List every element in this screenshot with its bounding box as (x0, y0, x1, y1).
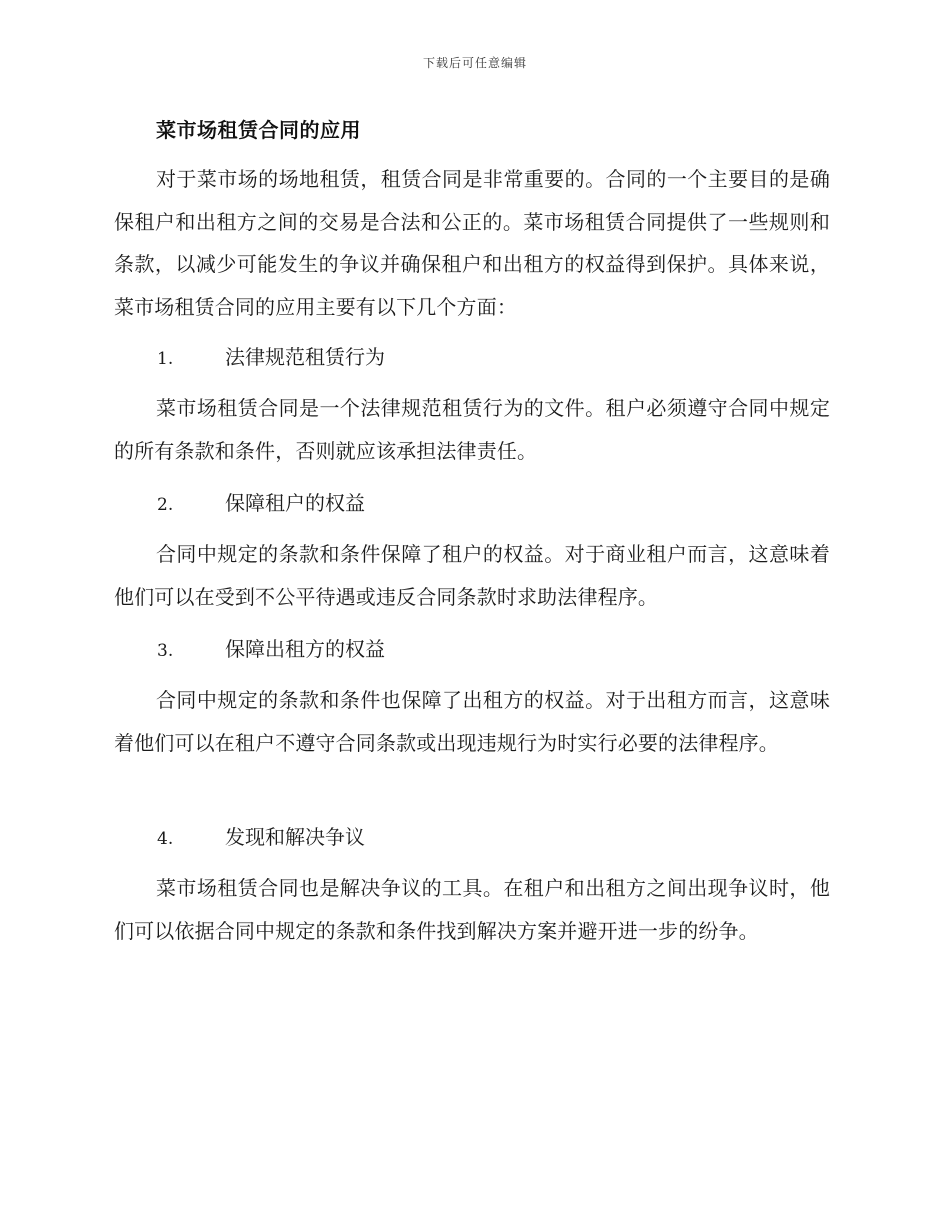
section-heading-3 (157, 634, 385, 666)
page-header: 下载后可任意编辑 (422, 56, 527, 70)
section-heading-2 (157, 488, 365, 520)
section-number-4: 4. (157, 829, 174, 849)
section-title-1: 法律规范租赁行为 (225, 345, 385, 369)
section-title-2: 保障租户的权益 (225, 491, 365, 515)
section-body-1: 菜市场租赁合同是一个法律规范租赁行为的文件。租户必须遵守合同中规定的所有条款和条件，否则就应该承担法律责任。 (114, 396, 830, 463)
section-number-1: 1. (157, 349, 174, 369)
section-title-4: 发现和解决争议 (225, 825, 365, 849)
section-number-2: 2. (157, 495, 174, 515)
section-title-3: 保障出租方的权益 (225, 637, 385, 661)
section-body-2: 合同中规定的条款和条件保障了租户的权益。对于商业租户而言，这意味着他们可以在受到不公平待遇或违反合同条款时求助法律程序。 (114, 542, 830, 609)
section-body-3: 合同中规定的条款和条件也保障了出租方的权益。对于出租方而言，这意味着他们可以在租户不遵守合同条款或出现违规行为时实行必要的法律程序。 (114, 688, 830, 755)
section-body-4: 菜市场租赁合同也是解决争议的工具。在租户和出租方之间出现争议时，他们可以依据合同中规定的条款和条件找到解决方案并避开进一步的纷争。 (114, 876, 830, 943)
section-heading-4 (157, 822, 365, 854)
intro-paragraph: 对于菜市场的场地租赁，租赁合同是非常重要的。合同的一个主要目的是确保租户和出租方之间的交易是合法和公正的。菜市场租赁合同提供了一些规则和条款，以减少可能发生的争议并确保租户和出租方的权益得到保护。具体来说，菜市场租赁合同的应用主要有以下几个方面： (114, 167, 830, 319)
document-title: 菜市场租赁合同的应用 (156, 118, 361, 142)
section-heading-1 (157, 342, 385, 374)
section-number-3: 3. (157, 641, 174, 661)
